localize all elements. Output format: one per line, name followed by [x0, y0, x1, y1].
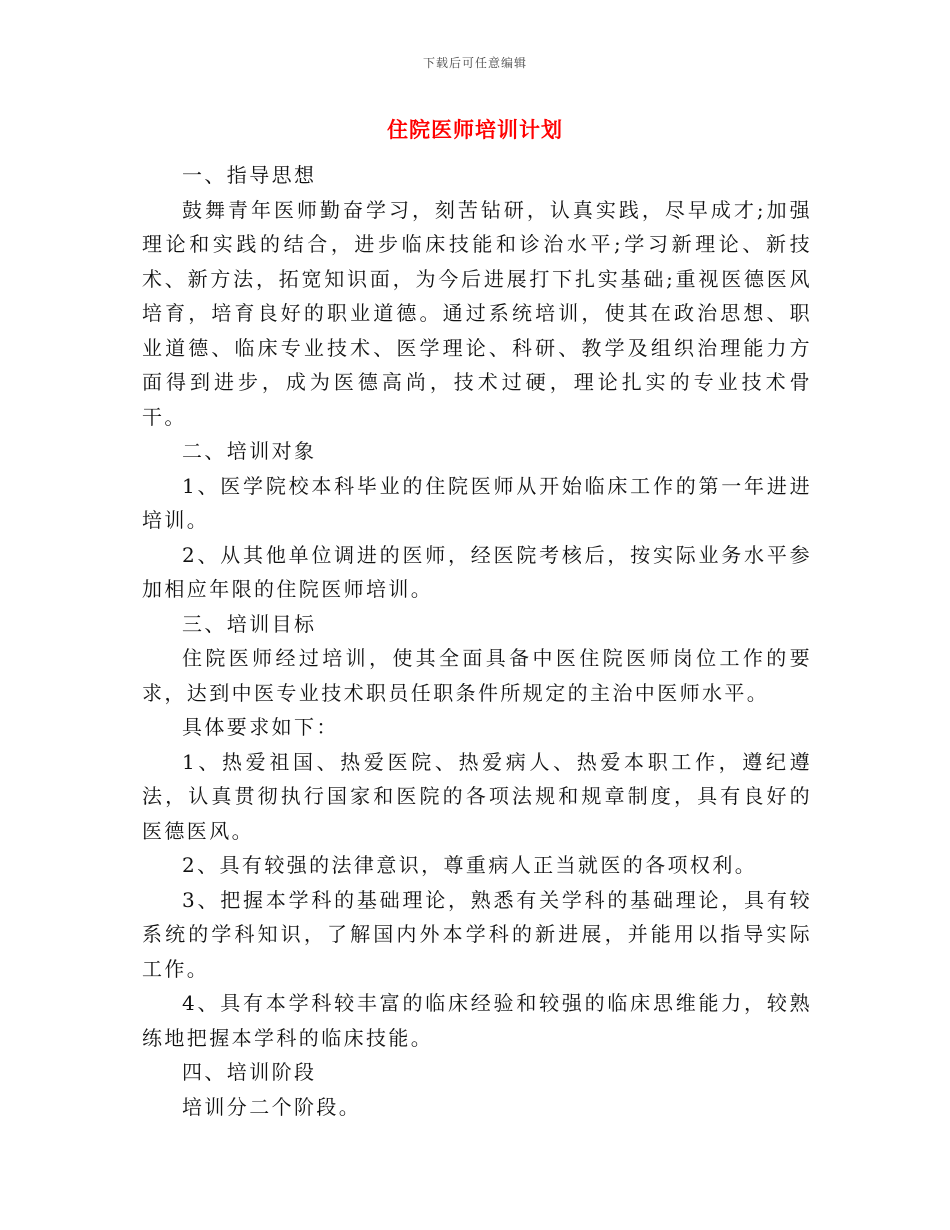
paragraph-requirement-1: 1、热爱祖国、热爱医院、热爱病人、热爱本职工作，遵纪遵法，认真贯彻执行国家和医院的各项法规和规章制度，具有良好的医德医风。	[142, 749, 812, 843]
paragraph-goals: 住院医师经过培训，使其全面具备中医住院医师岗位工作的要求，达到中医专业技术职员任职条件所规定的主治中医师水平。	[142, 646, 812, 705]
paragraph-target-1: 1、医学院校本科毕业的住院医师从开始临床工作的第一年进进培训。	[142, 473, 812, 532]
paragraph-requirements-intro: 具体要求如下：	[182, 715, 339, 739]
paragraph-guiding-ideology: 鼓舞青年医师勤奋学习，刻苦钻研，认真实践，尽早成才;加强理论和实践的结合，进步临床技能和诊治水平;学习新理论、新技术、新方法，拓宽知识面，为今后进展打下扎实基础;重视医德医风培育，培育良好的职业道德。通过系统培训，使其在政治思想、职业道德、临床专业技术、医学理论、科研、教学及组织治理能力方面得到进步，成为医德高尚，技术过硬，理论扎实的专业技术骨干。	[142, 197, 812, 429]
section-heading-training-targets: 二、培训对象	[182, 439, 317, 463]
paragraph-requirement-4: 4、具有本学科较丰富的临床经验和较强的临床思维能力，较熟练地把握本学科的临床技能。	[142, 991, 812, 1050]
document-body	[142, 158, 812, 1124]
paragraph-target-2: 2、从其他单位调进的医师，经医院考核后，按实际业务水平参加相应年限的住院医师培训。	[142, 542, 812, 601]
header-note: 下载后可任意编辑	[422, 56, 527, 70]
paragraph-requirement-2: 2、具有较强的法律意识，尊重病人正当就医的各项权利。	[182, 853, 758, 877]
section-heading-training-stages: 四、培训阶段	[182, 1060, 317, 1084]
paragraph-requirement-3: 3、把握本学科的基础理论，熟悉有关学科的基础理论，具有较系统的学科知识，了解国内外本学科的新进展，并能用以指导实际工作。	[142, 887, 812, 981]
section-heading-guiding-ideology: 一、指导思想	[182, 163, 317, 187]
paragraph-stages: 培训分二个阶段。	[182, 1094, 362, 1119]
section-heading-training-goals: 三、培训目标	[182, 611, 317, 636]
document-title: 住院医师培训计划	[387, 118, 563, 142]
